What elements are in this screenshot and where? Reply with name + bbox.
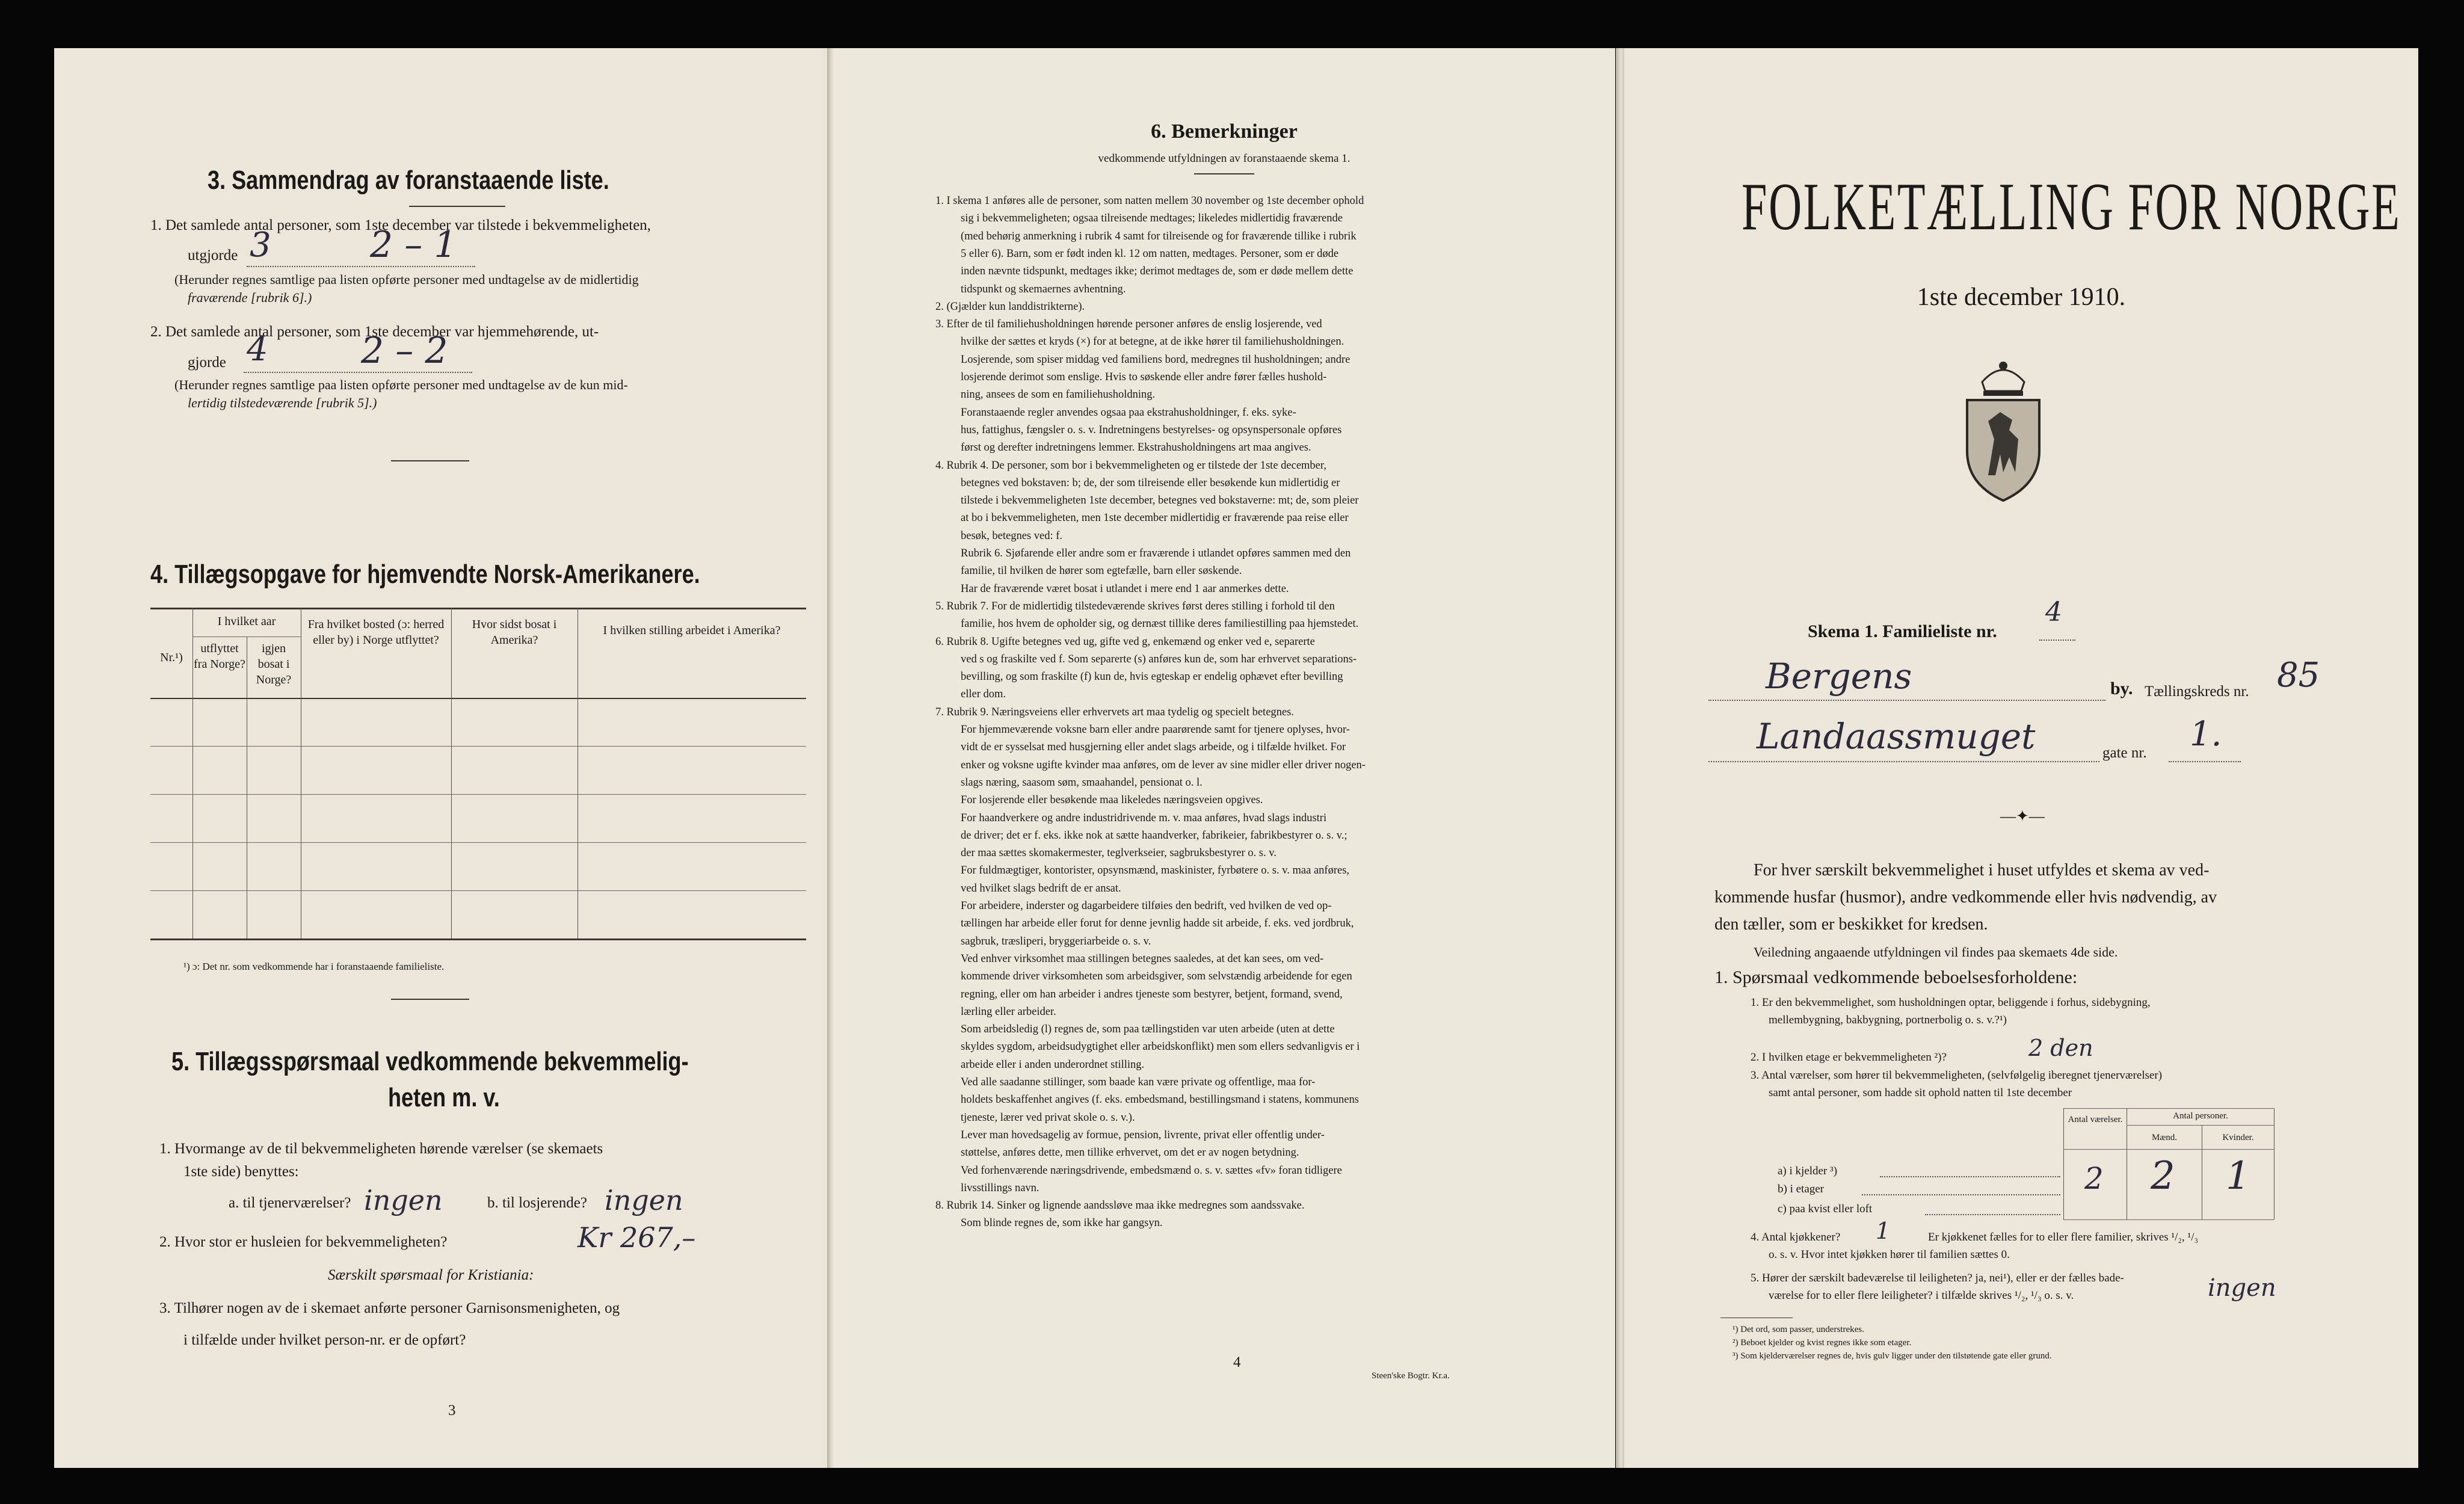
page-1 [1624,48,2418,1468]
handwritten-street-number: 1. [2190,715,2222,754]
questions-heading: 1. Spørsmaal vedkommende beboelsesforholdene: [1714,967,2078,987]
remarks-subtitle: vedkommende utfyldningen av foranstaaende skema 1. [1098,152,1351,165]
remarks-title: 6. Bemerkninger [1151,120,1298,143]
q3-line: 3. Antal værelser, som hører til bekvemmeligheten, (selvfølgelig iberegnet tjenerværelser) [1751,1069,2163,1082]
by-label: by. [2110,679,2133,698]
remark-line: inden nævnte tidspunkt, medtages ikke; derimot medtages de, som er døde mellem dette [961,265,1354,278]
tbl-head-rooms: Antal værelser. [2068,1115,2123,1124]
intro-line-2: kommende husfar (husmor), andre vedkommende eller hvis nødvendig, av [1714,888,2217,907]
s3-note-2a: (Herunder regnes samtlige paa listen opførte personer med undtagelse av de kun mid- [174,377,628,392]
remark-line: først og derefter indretningens lemmer. Ekstrahusholdningens art maa angives. [961,442,1311,454]
s5-line-3: 3. Tilhører nogen av de i skemaet anførte personer Garnisonsmenigheten, og [159,1300,620,1316]
col-occupation: I hvilken stilling arbeidet i Amerika? [603,624,781,637]
page-4 [833,48,1615,1468]
remark-line: For fuldmægtiger, kontorister, opsynsmænd, maskinister, fyrbøtere o. s. v. maa anføres, [961,864,1350,877]
remark-line: sagbruk, træsliperi, bryggeriarbeide o. s. v. [961,935,1151,948]
remark-line: (med behørig anmerkning i rubrik 4 samt for tilreisende og for fraværende tillike i rubrik [961,230,1357,242]
handwritten-resident-split: 2 – 2 [361,330,448,372]
handwritten-floor: 2 den [2028,1035,2093,1061]
s5-line-1c: a. til tjenerværelser? [229,1195,351,1211]
remark-line: tilstede i bekvemmeligheten 1ste december, betegnes ved bokstaverne: mt; de, som pleier [961,495,1359,507]
s5-kristiania-heading: Særskilt spørsmaal for Kristiania: [328,1267,534,1283]
section-5-title-1: 5. Tillægsspørsmaal vedkommende bekvemmelig- [171,1047,689,1076]
col-emigrated: utflyttet fra Norge? [194,642,245,671]
s3-line-1b: utgjorde [188,247,238,264]
remark-line: For losjerende eller besøkende maa likeledes næringsveien opgives. [961,794,1263,807]
remark-line: familie, hos hvem de opholder sig, og dernæst tillike deres familiestilling paa hjemstedet. [961,618,1359,630]
remark-line: Har de fraværende været bosat i utlandet i mere end 1 aar anmerkes dette. [961,582,1289,595]
footnote-3: ³) Som kjelderværelser regnes de, hvis gulv ligger under den tilstøtende gate eller grund. [1732,1351,2052,1361]
footnote-1: ¹) Det ord, som passer, understrekes. [1732,1325,1864,1334]
remark-line: kommende driver virksomheten som arbeidsgiver, som selvstændig arbeidende for egen [961,970,1352,983]
remark-line: der maa sættes skomakermester, teglverkseier, sagbruksbestyrer o. s. v. [961,847,1277,860]
remark-line: familie, til hvilken de hører som egtefælle, barn eller søskende. [961,565,1242,578]
q4-line-b: Er kjøkkenet fælles for to eller flere familier, skrives ¹/₂, ¹/₃ [1928,1231,2199,1244]
remark-line: For hjemmeværende voksne barn eller andre paarørende samt for tjenere oplyses, hvor- [961,724,1350,736]
remark-line: tjeneste, lærer ved privat skole o. s. v.). [961,1111,1135,1124]
page-3 [54,48,827,1468]
row-floors: b) i etager [1778,1183,1825,1195]
norwegian-coat-of-arms-icon [1952,349,2054,505]
page-fold-right [1616,48,1624,1468]
remark-line: Ved enhver virksomhet maa stillingen betegnes saaledes, at det kan sees, om ved- [961,952,1324,965]
section-4-title: 4. Tillægsopgave for hjemvendte Norsk-Amerikanere. [150,559,700,589]
footnote-2: ²) Beboet kjelder og kvist regnes ikke som etager. [1732,1338,1912,1348]
tellingskrets-label: Tællingskreds nr. [2145,683,2249,700]
remark-line: 7. Rubrik 9. Næringsveiens eller erhvervets art maa tydelig og specielt betegnes. [935,706,1294,718]
remark-line: Rubrik 6. Sjøfarende eller andre som er fraværende i utlandet opføres sammen med den [961,547,1351,559]
intro-line-1: For hver særskilt bekvemmelighet i huset utfyldes et skema av ved- [1754,861,2210,880]
remark-line: Som blinde regnes de, som ikke har gangsyn. [961,1217,1163,1230]
guidance-note: Veiledning angaaende utfyldningen vil findes paa skemaets 4de side. [1754,945,2118,960]
tbl-head-men: Mænd. [2151,1133,2178,1142]
remark-line: hus, fattighus, fængsler o. s. v. Indretningens bestyrelses- og opsynspersonale opføres [961,424,1342,436]
s5-line-1b: 1ste side) benyttes: [183,1163,299,1180]
remark-line: eller dom. [961,688,1006,701]
s3-line-2b: gjorde [188,354,226,371]
page-number-3: 3 [448,1402,456,1419]
section-5-title-2: heten m. v. [388,1083,500,1112]
remark-line: For haandverkere og andre industridrivende m. v. maa anføres, hvad slags industri [961,812,1327,824]
q1-line-b: mellembygning, bakbygning, portnerbolig o. s. v.?¹) [1769,1014,2007,1026]
remark-line: Ved alle saadanne stillinger, som baade kan være private og offentlige, maa for- [961,1076,1316,1088]
remark-line: besøk, betegnes ved: f. [961,529,1063,542]
col-nr: Nr.¹) [160,651,183,664]
s5-line-1: 1. Hvormange av de til bekvemmeligheten hørende værelser (se skemaets [159,1141,603,1157]
census-date: 1ste december 1910. [1917,283,2126,311]
remark-line: Foranstaaende regler anvendes ogsaa paa ekstrahusholdninger, f. eks. syke- [961,406,1296,419]
col-last-residence: Hvor sidst bosat i Amerika? [472,618,557,647]
remark-line: For arbeidere, inderster og dagarbeidere tilføies den bedrift, ved hvilken de ved op- [961,900,1332,912]
remark-line: losjerende derimot som enslige. Hvis to søskende eller andre fører fælles hushold- [961,371,1327,383]
remark-line: ning, ansees de som en familiehusholdning. [961,389,1156,401]
remark-line: 2. (Gjælder kun landdistrikterne). [935,300,1085,313]
ornament-divider: —✦— [2000,807,2045,825]
handwritten-present-split: 2 – 1 [370,224,457,266]
handwritten-city: Bergens [1766,656,1912,697]
remark-line: enker og voksne ugifte kvinder maa anføres, om de lever av sine midler eller driver nogen- [961,759,1366,771]
remark-line: 5. Rubrik 7. For de midlertidig tilstedeværende skrives først deres stilling i forhold til den [935,600,1335,612]
page-number-4: 4 [1233,1354,1241,1370]
remark-line: 8. Rubrik 14. Sinker og lignende aandssløve maa ikke medregnes som aandssvake. [935,1200,1305,1212]
remark-line: skyldes sygdom, arbeidsudygtighet eller arbeidskonflikt) men som ellers sedvanligvis er i [961,1041,1360,1053]
remark-line: lærling eller arbeider. [961,1005,1056,1018]
census-title: FOLKETÆLLING FOR NORGE [1742,170,2401,244]
intro-line-3: den tæller, som er beskikket for kredsen. [1714,915,1988,934]
col-group-year: I hvilket aar [217,615,276,628]
remark-line: at bo i bekvemmeligheten, men 1ste december midlertidig er fraværende paa reise eller [961,512,1349,525]
s5-line-2: 2. Hvor stor er husleien for bekvemmeligheten? [159,1234,448,1250]
printer-imprint: Steen'ske Bogtr. Kr.a. [1372,1371,1450,1381]
row-basement: a) i kjelder ³) [1778,1165,1838,1177]
section-3-title: 3. Sammendrag av foranstaaende liste. [208,165,609,195]
handwritten-lodger-rooms: ingen [605,1184,683,1216]
remark-line: betegnes ved bokstaven: b; de, der som tilreisende eller besøkende kun midlertidig er [961,476,1340,489]
remark-line: arbeide eller i anden underordnet stilling. [961,1058,1145,1071]
handwritten-street: Landaassmuget [1757,716,2036,757]
s5-line-3b: i tilfælde under hvilket person-nr. er de opført? [183,1332,466,1348]
s3-note-1a: (Herunder regnes samtlige paa listen opførte personer med undtagelse av de midlertidig [174,272,639,287]
row-attic: c) paa kvist eller loft [1778,1203,1873,1215]
handwritten-rooms-count: 2 [2084,1161,2104,1196]
handwritten-present-total: 3 [250,226,271,265]
handwritten-family-list-nr: 4 [2045,597,2062,627]
remark-line: tidspunkt og skemaernes avhentning. [961,283,1126,295]
remark-line: livsstillings navn. [961,1182,1040,1194]
remark-line: hvilke der sættes et kryds (×) for at betegne, at de ikke hører til familiehusholdningen. [961,336,1344,348]
remark-line: tællingen har arbeide eller forut for denne jevnlig hadde sit arbeide, f. eks. ved jordbruk, [961,917,1354,930]
remark-line: 1. I skema 1 anføres alle de personer, som natten mellem 30 november og 1ste december ophold [935,195,1364,207]
handwritten-resident-total: 4 [247,330,268,369]
handwritten-kitchens: 1 [1876,1218,1891,1244]
handwritten-men-count: 2 [2151,1154,2175,1198]
s5-line-1d: b. til losjerende? [487,1195,587,1211]
s3-line-2: 2. Det samlede antal personer, som 1ste december var hjemmehørende, ut- [150,324,599,340]
remark-line: Som arbeidsledig (l) regnes de, som paa tællingstiden var uten arbeide (uten at dette [961,1023,1335,1036]
remark-line: slags næring, saasom søm, smaahandel, pensionat o. l. [961,776,1203,789]
q4-line-c: o. s. v. Hvor intet kjøkken hører til familien sættes 0. [1769,1248,2010,1261]
s4-footnote: ¹) ɔ: Det nr. som vedkommende har i foranstaaende familieliste. [183,961,445,972]
remark-line: regning, eller om han arbeider i andres tjeneste som bestyrer, betjent, formand, svend, [961,988,1343,1000]
q1-line: 1. Er den bekvemmelighet, som husholdningen optar, beliggende i forhus, sidebygning, [1751,996,2151,1009]
handwritten-rent: Kr 267,– [578,1221,696,1254]
s3-note-2b: lertidig tilstedeværende [rubrik 5].) [188,395,377,410]
remark-line: sig i bekvemmeligheten; ogsaa tilreisende medtages; likeledes midlertidig fraværende [961,212,1343,225]
tbl-head-women: Kvinder. [2222,1133,2254,1142]
q5-line-b: værelse for to eller flere leiligheter? i tilfælde skrives ¹/₂, ¹/₃ o. s. v. [1769,1289,2074,1302]
gate-label: gate nr. [2102,745,2147,761]
q4-line: 4. Antal kjøkkener? [1751,1231,1841,1244]
remark-line: 3. Efter de til familiehusholdningen hørende personer anføres de enslig losjerende, ved [935,318,1322,331]
remark-line: Losjerende, som spiser middag ved familiens bord, medregnes til husholdningen; andre [961,353,1351,366]
handwritten-census-district: 85 [2277,656,2320,695]
q3-line-b: samt antal personer, som hadde sit ophold natten til 1ste december [1769,1086,2072,1099]
remark-line: støttelse, anføres dette, men tillike erhvervet, om det er av nogen betydning. [961,1147,1299,1159]
q2-line: 2. I hvilken etage er bekvemmeligheten ²)? [1751,1051,1947,1064]
handwritten-bathroom: ingen [2208,1274,2276,1302]
remark-line: ved hvilket slags bedrift de er ansat. [961,882,1121,895]
schema-label: Skema 1. Familieliste nr. [1808,621,1997,641]
remark-line: bevilling, og som fraskilte (f) kun de, hvis egteskap er endelig ophævet efter bevilling [961,671,1343,683]
handwritten-servant-rooms: ingen [364,1184,443,1216]
remark-line: de driver; det er f. eks. ikke nok at sætte haandverker, fabrikeier, fabrikbestyrer o. s. v.; [961,829,1348,842]
handwritten-women-count: 1 [2226,1154,2250,1198]
remark-line: ved s og fraskilte ved f. Som separerte (s) anføres kun de, som har erhvervet separations- [961,653,1357,665]
remark-line: vidt de er sysselsat med husgjerning eller andet slags arbeide, og i tilfælde hvilket. For [961,741,1346,754]
remark-line: Ved forhenværende næringsdrivende, embedsmænd o. s. v. sættes «fv» foran tidligere [961,1164,1342,1177]
s3-line-1: 1. Det samlede antal personer, som 1ste december var tilstede i bekvemmeligheten, [150,217,651,233]
tbl-head-persons: Antal personer. [2173,1111,2228,1121]
remark-line: 4. Rubrik 4. De personer, som bor i bekvemmeligheten og er tilstede der 1ste december, [935,459,1326,472]
col-returned: igjen bosat i Norge? [256,642,292,686]
q5-line: 5. Hører der særskilt badeværelse til leiligheten? ja, nei¹), eller er der fælles bade- [1751,1272,2124,1284]
remark-line: 6. Rubrik 8. Ugifte betegnes ved ug, gifte ved g, enkemænd og enker ved e, separerte [935,635,1315,648]
s3-note-1b: fraværende [rubrik 6].) [188,290,312,305]
remark-line: holdets beskaffenhet angives (f. eks. embedsmand, bestillingsmand i statens, kommunens [961,1094,1359,1106]
remark-line: 5 eller 6). Barn, som er født inden kl. 12 om natten, medtages. Personer, som er døde [961,247,1339,260]
col-origin: Fra hvilket bosted (ɔ: herred eller by) i Norge utflyttet? [307,618,445,647]
remark-line: Lever man hovedsagelig av formue, pension, livrente, privat eller offentlig under- [961,1129,1325,1141]
